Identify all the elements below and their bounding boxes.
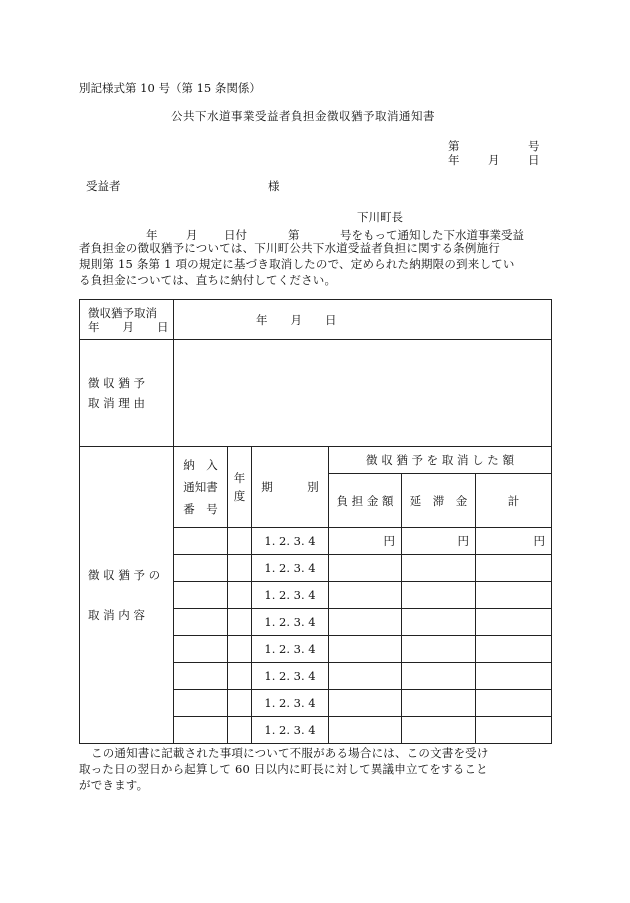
period-cell: 1. 2. 3. 4 [252, 609, 329, 636]
total-cell[interactable] [476, 663, 552, 690]
year-cell[interactable] [228, 528, 252, 555]
burden-cell[interactable] [329, 663, 402, 690]
period-cell: 1. 2. 3. 4 [252, 717, 329, 744]
year-cell[interactable] [228, 582, 252, 609]
delay-cell[interactable] [402, 663, 476, 690]
total-cell[interactable] [476, 555, 552, 582]
footer-notice [79, 745, 551, 793]
burden-cell[interactable] [329, 582, 402, 609]
reason-label: 徴 収 猶 予 取 消 理 由 [80, 340, 174, 447]
delay-cell[interactable] [402, 609, 476, 636]
notice-number-cell[interactable] [174, 717, 228, 744]
number-suffix: 号 [528, 139, 540, 153]
cancel-date-label: 徴収猶予取消 年 月 日 [80, 300, 174, 340]
col-burden-amount: 負 担 金 額 [329, 474, 402, 528]
notice-number-cell[interactable] [174, 582, 228, 609]
footer-line: 取った日の翌日から起算して 60 日以内に町長に対して異議申立てをすること [79, 762, 488, 776]
date-year: 年 [448, 153, 460, 167]
body-lead-month: 月 [186, 228, 198, 242]
issuer: 下川町長 [357, 210, 403, 224]
body-lead-day: 日付 [224, 228, 247, 242]
date-month: 月 [488, 153, 500, 167]
total-cell[interactable] [476, 582, 552, 609]
number-prefix: 第 [448, 139, 460, 153]
period-cell: 1. 2. 3. 4 [252, 663, 329, 690]
delay-cell[interactable] [402, 717, 476, 744]
recipient-label: 受益者 [86, 179, 121, 193]
col-fiscal-year: 年 度 [228, 447, 252, 528]
body-lead-year: 年 [146, 228, 158, 242]
burden-cell[interactable]: 円 [329, 528, 402, 555]
recipient-honorific: 様 [268, 179, 280, 193]
year-cell[interactable] [228, 609, 252, 636]
footer-line: ができます。 [79, 778, 149, 792]
burden-cell[interactable] [329, 690, 402, 717]
form-id: 別記様式第 10 号（第 15 条関係） [79, 81, 261, 95]
period-cell: 1. 2. 3. 4 [252, 636, 329, 663]
year-cell[interactable] [228, 555, 252, 582]
date-day: 日 [528, 153, 540, 167]
body-paragraph [79, 240, 551, 288]
delay-cell[interactable] [402, 582, 476, 609]
content-label: 徴 収 猶 予 の 取 消 内 容 [80, 447, 174, 744]
body-line: 者負担金の徴収猶予については、下川町公共下水道受益者負担に関する条例施行 [79, 241, 500, 255]
col-amount-header: 徴 収 猶 予 を 取 消 し た 額 [329, 447, 552, 474]
body-lead-rest: 号をもって通知した下水道事業受益 [340, 228, 524, 242]
year-cell[interactable] [228, 663, 252, 690]
delay-cell[interactable] [402, 555, 476, 582]
col-notice-number: 納 入 通知書 番 号 [174, 447, 228, 528]
delay-cell[interactable]: 円 [402, 528, 476, 555]
total-cell[interactable]: 円 [476, 528, 552, 555]
cancel-date-value[interactable]: 年 月 日 [174, 300, 552, 340]
reason-field[interactable] [174, 340, 552, 447]
notice-number-cell[interactable] [174, 555, 228, 582]
period-cell: 1. 2. 3. 4 [252, 555, 329, 582]
notice-number-cell[interactable] [174, 663, 228, 690]
period-cell: 1. 2. 3. 4 [252, 690, 329, 717]
cancellation-table [79, 299, 552, 744]
notice-number-cell[interactable] [174, 690, 228, 717]
burden-cell[interactable] [329, 717, 402, 744]
notice-number-cell[interactable] [174, 636, 228, 663]
total-cell[interactable] [476, 717, 552, 744]
body-line: る負担金については、直ちに納付してください。 [79, 273, 337, 287]
col-total: 計 [476, 474, 552, 528]
period-cell: 1. 2. 3. 4 [252, 528, 329, 555]
delay-cell[interactable] [402, 636, 476, 663]
burden-cell[interactable] [329, 609, 402, 636]
col-delay-fee: 延 滞 金 [402, 474, 476, 528]
burden-cell[interactable] [329, 636, 402, 663]
document-title: 公共下水道事業受益者負担金徴収猶予取消通知書 [171, 109, 435, 123]
year-cell[interactable] [228, 717, 252, 744]
total-cell[interactable] [476, 690, 552, 717]
burden-cell[interactable] [329, 555, 402, 582]
year-cell[interactable] [228, 690, 252, 717]
year-cell[interactable] [228, 636, 252, 663]
total-cell[interactable] [476, 609, 552, 636]
footer-line: この通知書に記載された事項について不服がある場合には、この文書を受け [91, 746, 489, 760]
notice-number-cell[interactable] [174, 528, 228, 555]
body-lead-no: 第 [288, 228, 300, 242]
period-cell: 1. 2. 3. 4 [252, 582, 329, 609]
total-cell[interactable] [476, 636, 552, 663]
delay-cell[interactable] [402, 690, 476, 717]
col-period: 期 別 [252, 447, 329, 528]
notice-number-cell[interactable] [174, 609, 228, 636]
body-line: 規則第 15 条第 1 項の規定に基づき取消したので、定められた納期限の到来してい [79, 257, 515, 271]
